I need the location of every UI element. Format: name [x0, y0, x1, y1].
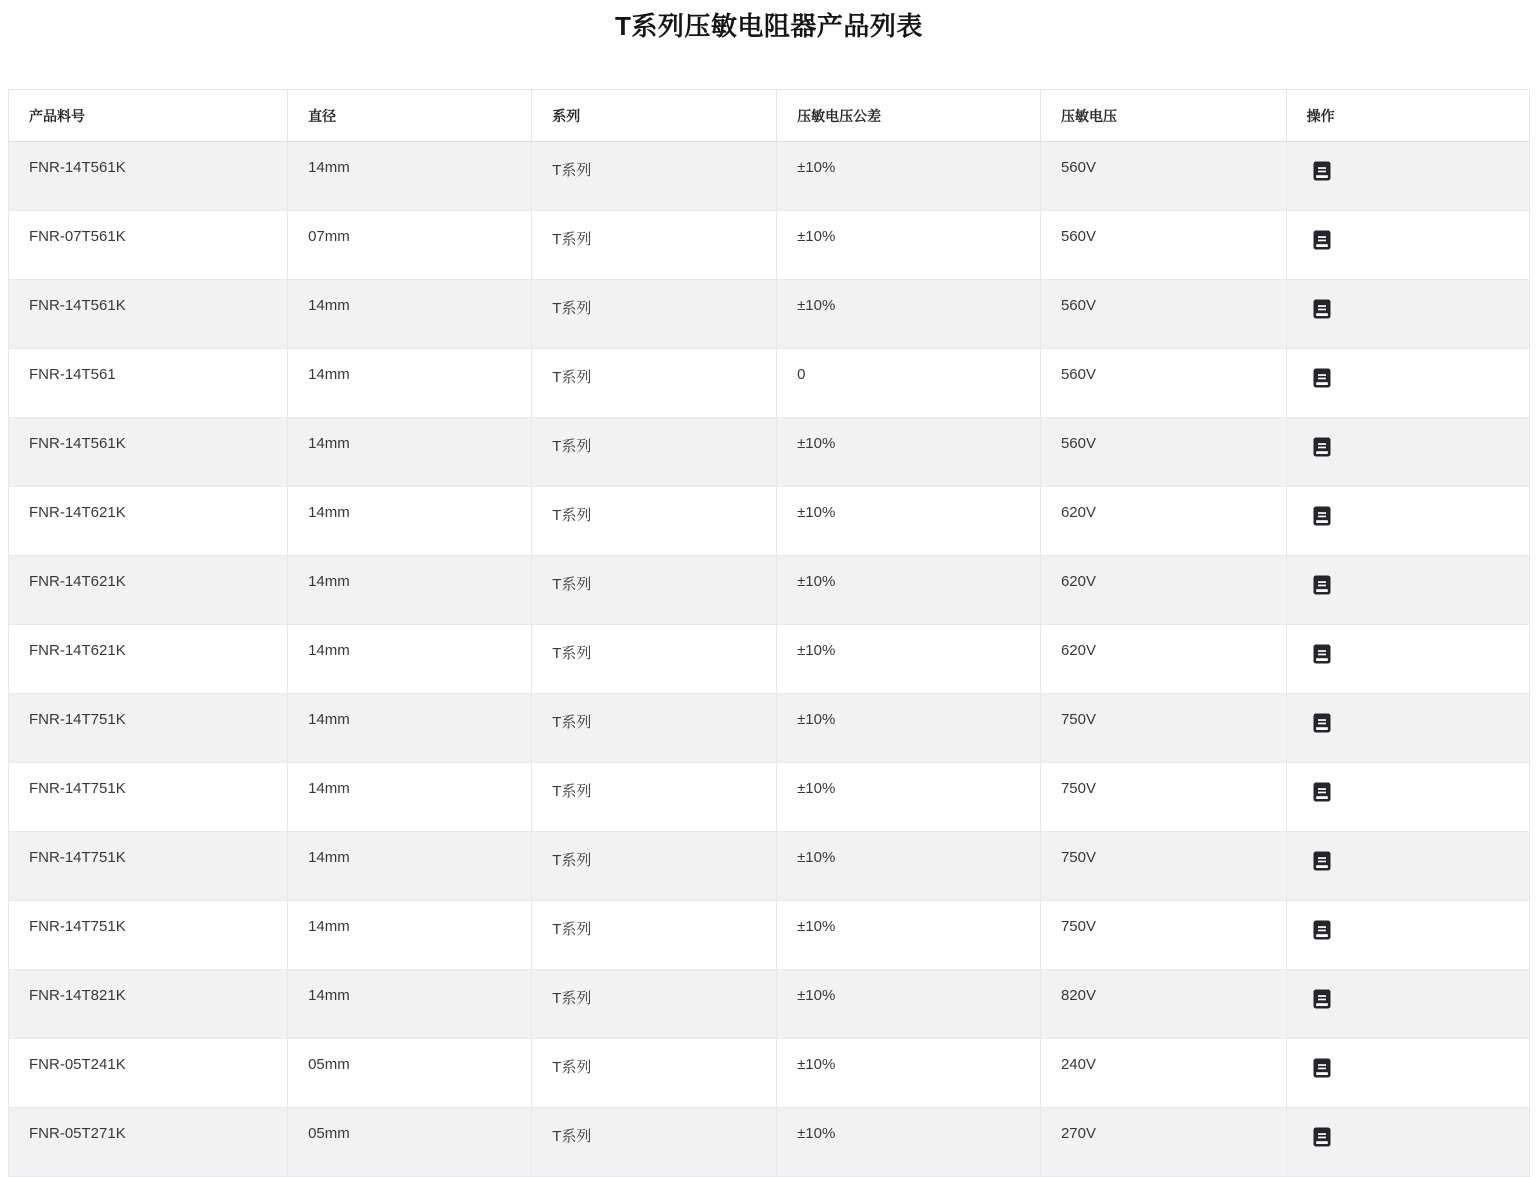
view-detail-button[interactable] — [1313, 1058, 1331, 1078]
table-row — [9, 142, 1530, 211]
cell-series: T系列 — [532, 211, 777, 280]
table-row — [9, 832, 1530, 901]
book-icon — [1313, 506, 1331, 526]
view-detail-button[interactable] — [1313, 230, 1331, 250]
cell-part: FNR-14T561K — [9, 280, 288, 349]
cell-diameter: 14mm — [288, 280, 532, 349]
cell-action — [1286, 349, 1529, 418]
view-detail-button[interactable] — [1313, 713, 1331, 733]
cell-voltage: 820V — [1040, 970, 1286, 1039]
product-table — [8, 89, 1530, 1177]
cell-series: T系列 — [532, 142, 777, 211]
cell-diameter: 05mm — [288, 1039, 532, 1108]
cell-series: T系列 — [532, 970, 777, 1039]
cell-part: FNR-14T561 — [9, 349, 288, 418]
table-row — [9, 625, 1530, 694]
book-icon — [1313, 575, 1331, 595]
cell-part: FNR-14T621K — [9, 556, 288, 625]
cell-voltage: 560V — [1040, 280, 1286, 349]
book-icon — [1313, 644, 1331, 664]
cell-voltage: 750V — [1040, 901, 1286, 970]
cell-voltage: 620V — [1040, 625, 1286, 694]
book-icon — [1313, 851, 1331, 871]
cell-diameter: 14mm — [288, 763, 532, 832]
table-row — [9, 694, 1530, 763]
cell-diameter: 14mm — [288, 970, 532, 1039]
cell-voltage: 240V — [1040, 1039, 1286, 1108]
table-row — [9, 970, 1530, 1039]
view-detail-button[interactable] — [1313, 782, 1331, 802]
cell-series: T系列 — [532, 349, 777, 418]
view-detail-button[interactable] — [1313, 575, 1331, 595]
book-icon — [1313, 1058, 1331, 1078]
table-header — [9, 90, 1530, 142]
view-detail-button[interactable] — [1313, 851, 1331, 871]
book-icon — [1313, 989, 1331, 1009]
cell-part: FNR-14T751K — [9, 901, 288, 970]
table-row — [9, 280, 1530, 349]
cell-tolerance: ±10% — [777, 487, 1041, 556]
cell-diameter: 14mm — [288, 556, 532, 625]
cell-voltage: 620V — [1040, 556, 1286, 625]
page-title: T系列压敏电阻器产品列表 — [615, 11, 923, 41]
cell-action — [1286, 280, 1529, 349]
cell-diameter: 14mm — [288, 625, 532, 694]
cell-diameter: 14mm — [288, 142, 532, 211]
column-header-voltage: 压敏电压 — [1040, 90, 1286, 142]
column-header-part: 产品料号 — [9, 90, 288, 142]
table-row — [9, 1108, 1530, 1177]
view-detail-button[interactable] — [1313, 920, 1331, 940]
column-header-action: 操作 — [1286, 90, 1529, 142]
view-detail-button[interactable] — [1313, 1127, 1331, 1147]
cell-series: T系列 — [532, 832, 777, 901]
table-body — [9, 142, 1530, 1177]
cell-tolerance: ±10% — [777, 280, 1041, 349]
cell-voltage: 750V — [1040, 832, 1286, 901]
cell-part: FNR-14T821K — [9, 970, 288, 1039]
cell-action — [1286, 1039, 1529, 1108]
view-detail-button[interactable] — [1313, 989, 1331, 1009]
column-header-diameter: 直径 — [288, 90, 532, 142]
cell-series: T系列 — [532, 418, 777, 487]
column-header-tolerance: 压敏电压公差 — [777, 90, 1041, 142]
cell-action — [1286, 763, 1529, 832]
cell-diameter: 14mm — [288, 487, 532, 556]
cell-series: T系列 — [532, 487, 777, 556]
table-row — [9, 349, 1530, 418]
cell-part: FNR-07T561K — [9, 211, 288, 280]
cell-action — [1286, 901, 1529, 970]
table-row — [9, 1039, 1530, 1108]
column-header-series: 系列 — [532, 90, 777, 142]
cell-voltage: 750V — [1040, 763, 1286, 832]
cell-diameter: 14mm — [288, 349, 532, 418]
cell-action — [1286, 556, 1529, 625]
header-row — [9, 90, 1530, 142]
cell-action — [1286, 832, 1529, 901]
book-icon — [1313, 1127, 1331, 1147]
cell-voltage: 560V — [1040, 211, 1286, 280]
view-detail-button[interactable] — [1313, 161, 1331, 181]
cell-tolerance: ±10% — [777, 625, 1041, 694]
cell-part: FNR-14T621K — [9, 625, 288, 694]
cell-action — [1286, 487, 1529, 556]
table-row — [9, 901, 1530, 970]
cell-tolerance: ±10% — [777, 832, 1041, 901]
cell-tolerance: ±10% — [777, 1039, 1041, 1108]
table-row — [9, 487, 1530, 556]
cell-part: FNR-14T561K — [9, 142, 288, 211]
book-icon — [1313, 437, 1331, 457]
book-icon — [1313, 368, 1331, 388]
cell-part: FNR-14T621K — [9, 487, 288, 556]
view-detail-button[interactable] — [1313, 299, 1331, 319]
cell-series: T系列 — [532, 556, 777, 625]
cell-series: T系列 — [532, 280, 777, 349]
cell-diameter: 14mm — [288, 694, 532, 763]
cell-diameter: 14mm — [288, 418, 532, 487]
book-icon — [1313, 161, 1331, 181]
cell-part: FNR-14T751K — [9, 694, 288, 763]
cell-part: FNR-05T241K — [9, 1039, 288, 1108]
cell-voltage: 560V — [1040, 349, 1286, 418]
cell-tolerance: ±10% — [777, 1108, 1041, 1177]
cell-tolerance: ±10% — [777, 418, 1041, 487]
cell-tolerance: ±10% — [777, 901, 1041, 970]
cell-tolerance: ±10% — [777, 970, 1041, 1039]
cell-tolerance: ±10% — [777, 211, 1041, 280]
table-row — [9, 211, 1530, 280]
cell-tolerance: ±10% — [777, 556, 1041, 625]
cell-voltage: 560V — [1040, 142, 1286, 211]
cell-action — [1286, 625, 1529, 694]
cell-diameter: 05mm — [288, 1108, 532, 1177]
cell-tolerance: ±10% — [777, 142, 1041, 211]
cell-series: T系列 — [532, 763, 777, 832]
cell-diameter: 14mm — [288, 901, 532, 970]
book-icon — [1313, 713, 1331, 733]
table-row — [9, 763, 1530, 832]
cell-series: T系列 — [532, 901, 777, 970]
book-icon — [1313, 920, 1331, 940]
cell-diameter: 14mm — [288, 832, 532, 901]
book-icon — [1313, 230, 1331, 250]
cell-voltage: 270V — [1040, 1108, 1286, 1177]
cell-action — [1286, 211, 1529, 280]
cell-tolerance: ±10% — [777, 694, 1041, 763]
cell-part: FNR-14T561K — [9, 418, 288, 487]
cell-part: FNR-05T271K — [9, 1108, 288, 1177]
cell-part: FNR-14T751K — [9, 832, 288, 901]
cell-series: T系列 — [532, 694, 777, 763]
cell-tolerance: 0 — [777, 349, 1041, 418]
cell-voltage: 750V — [1040, 694, 1286, 763]
cell-series: T系列 — [532, 1039, 777, 1108]
view-detail-button[interactable] — [1313, 437, 1331, 457]
cell-series: T系列 — [532, 625, 777, 694]
cell-series: T系列 — [532, 1108, 777, 1177]
view-detail-button[interactable] — [1313, 506, 1331, 526]
book-icon — [1313, 782, 1331, 802]
cell-action — [1286, 142, 1529, 211]
cell-voltage: 620V — [1040, 487, 1286, 556]
cell-action — [1286, 1108, 1529, 1177]
cell-action — [1286, 694, 1529, 763]
table-row — [9, 556, 1530, 625]
cell-action — [1286, 418, 1529, 487]
cell-action — [1286, 970, 1529, 1039]
view-detail-button[interactable] — [1313, 368, 1331, 388]
cell-diameter: 07mm — [288, 211, 532, 280]
cell-part: FNR-14T751K — [9, 763, 288, 832]
cell-voltage: 560V — [1040, 418, 1286, 487]
book-icon — [1313, 299, 1331, 319]
table-row — [9, 418, 1530, 487]
view-detail-button[interactable] — [1313, 644, 1331, 664]
cell-tolerance: ±10% — [777, 763, 1041, 832]
